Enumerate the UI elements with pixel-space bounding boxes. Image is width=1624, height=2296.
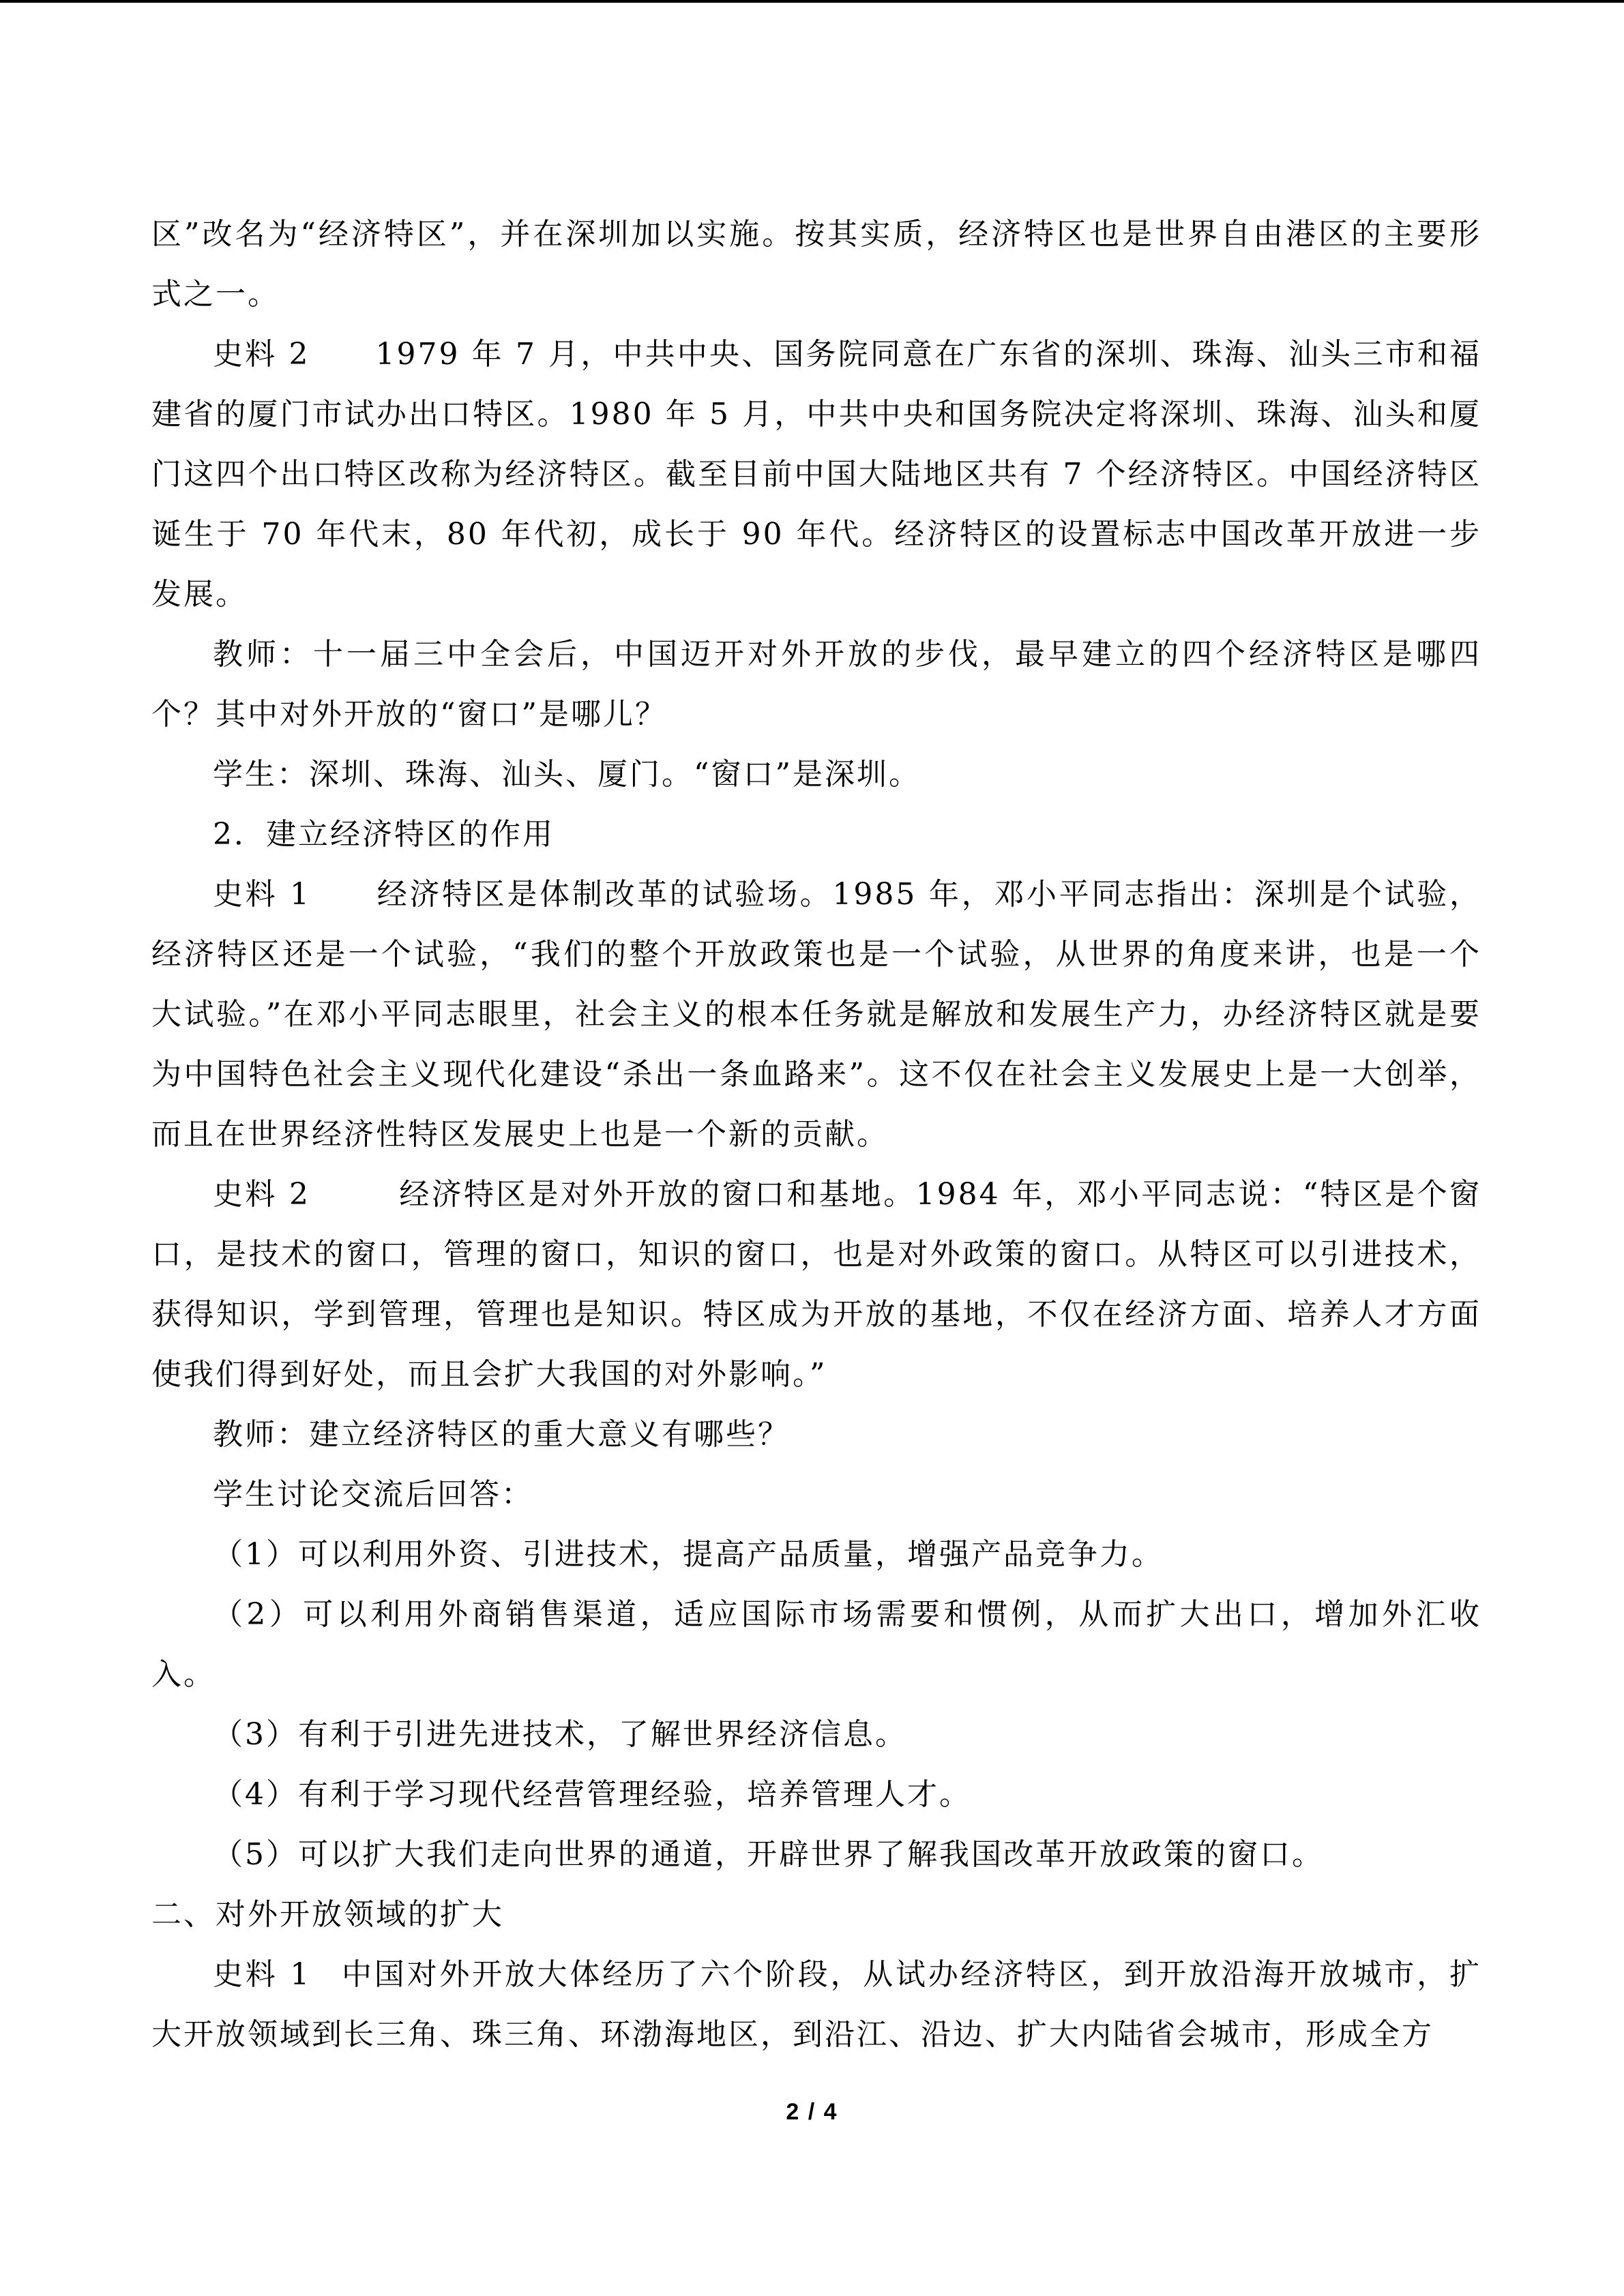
paragraph-text: 学生讨论交流后回答： <box>213 1477 533 1512</box>
paragraph-text: 教师：十一届三中全会后，中国迈开对外开放的步伐，最早建立的四个经济特区是哪四个？其中对外开放的“窗口”是哪儿？ <box>151 637 1481 732</box>
source-label: 史料 1 <box>213 1957 312 1992</box>
paragraph-source-material <box>151 325 1481 625</box>
paragraph-text: 中国对外开放大体经历了六个阶段，从试办经济特区，到开放沿海开放城市，扩大开放领域到长三角、珠三角、环渤海地区，到沿江、沿边、扩大内陆省会城市，形成全方 <box>151 1957 1482 2052</box>
source-label: 史料 1 <box>213 877 312 912</box>
page-top-border <box>0 0 1624 3</box>
paragraph-source-material <box>151 1945 1481 2065</box>
list-item <box>151 1585 1481 1705</box>
paragraph-text: 学生：深圳、珠海、汕头、厦门。“窗口”是深圳。 <box>213 757 921 792</box>
paragraph-teacher-question <box>151 1405 1481 1465</box>
source-label: 史料 2 <box>213 337 310 372</box>
section-heading <box>151 1885 1481 1945</box>
paragraph-student-response-intro <box>151 1465 1481 1525</box>
list-item <box>151 1765 1481 1825</box>
paragraph-source-material <box>151 1165 1481 1405</box>
paragraph-text: 经济特区是体制改革的试验场。1985 年，邓小平同志指出：深圳是个试验，经济特区还是一个试验，“我们的整个开放政策也是一个试验，从世界的角度来讲，也是一个大试验。”在邓小平同志眼里，社会主义的根本任务就是解放和发展生产力，办经济特区就是要为中国特色社会主义现代化建设“杀出一条血路来”。这不仅在社会主义发展史上是一大创举，而且在世界经济性特区发展史上也是一个新的贡献。 <box>151 877 1481 1152</box>
heading-text: 二、对外开放领域的扩大 <box>151 1897 504 1932</box>
subsection-heading <box>151 805 1481 865</box>
heading-text: 2．建立经济特区的作用 <box>213 817 555 852</box>
source-label: 史料 2 <box>213 1177 310 1212</box>
page-number: 2 / 4 <box>786 2099 838 2125</box>
paragraph-teacher-question <box>151 625 1481 745</box>
list-item-text: （2）可以利用外商销售渠道，适应国际市场需要和惯例，从而扩大出口，增加外汇收入。 <box>151 1597 1481 1692</box>
paragraph-continuation <box>151 205 1481 325</box>
paragraph-text: 1979 年 7 月，中共中央、国务院同意在广东省的深圳、珠海、汕头三市和福建省的厦门市试办出口特区。1980 年 5 月，中共中央和国务院决定将深圳、珠海、汕头和厦门这四个出口特区改称为经济特区。截至目前中国大陆地区共有 7 个经济特区。中国经济特区诞生于 70 年代末，80 年代初，成长于 90 年代。经济特区的设置标志中国改革开放进一步发展。 <box>151 337 1481 612</box>
list-item <box>151 1525 1481 1585</box>
list-item-text: （1）可以利用外资、引进技术，提高产品质量，增强产品竞争力。 <box>213 1537 1164 1572</box>
paragraph-text: 区”改名为“经济特区”，并在深圳加以实施。按其实质，经济特区也是世界自由港区的主要形式之一。 <box>151 217 1481 312</box>
list-item <box>151 1825 1481 1885</box>
paragraph-source-material <box>151 865 1481 1165</box>
paragraph-text: 教师：建立经济特区的重大意义有哪些？ <box>213 1417 790 1452</box>
paragraph-text: 经济特区是对外开放的窗口和基地。1984 年，邓小平同志说：“特区是个窗口，是技术的窗口，管理的窗口，知识的窗口，也是对外政策的窗口。从特区可以引进技术，获得知识，学到管理，管理也是知识。特区成为开放的基地，不仅在经济方面、培养人才方面使我们得到好处，而且会扩大我国的对外影响。” <box>151 1177 1481 1392</box>
paragraph-student-answer <box>151 745 1481 805</box>
list-item-text: （4）有利于学习现代经营管理经验，培养管理人才。 <box>213 1777 971 1812</box>
document-body <box>151 205 1481 2065</box>
list-item-text: （5）可以扩大我们走向世界的通道，开辟世界了解我国改革开放政策的窗口。 <box>213 1837 1324 1872</box>
list-item-text: （3）有利于引进先进技术，了解世界经济信息。 <box>213 1717 907 1752</box>
list-item <box>151 1705 1481 1765</box>
